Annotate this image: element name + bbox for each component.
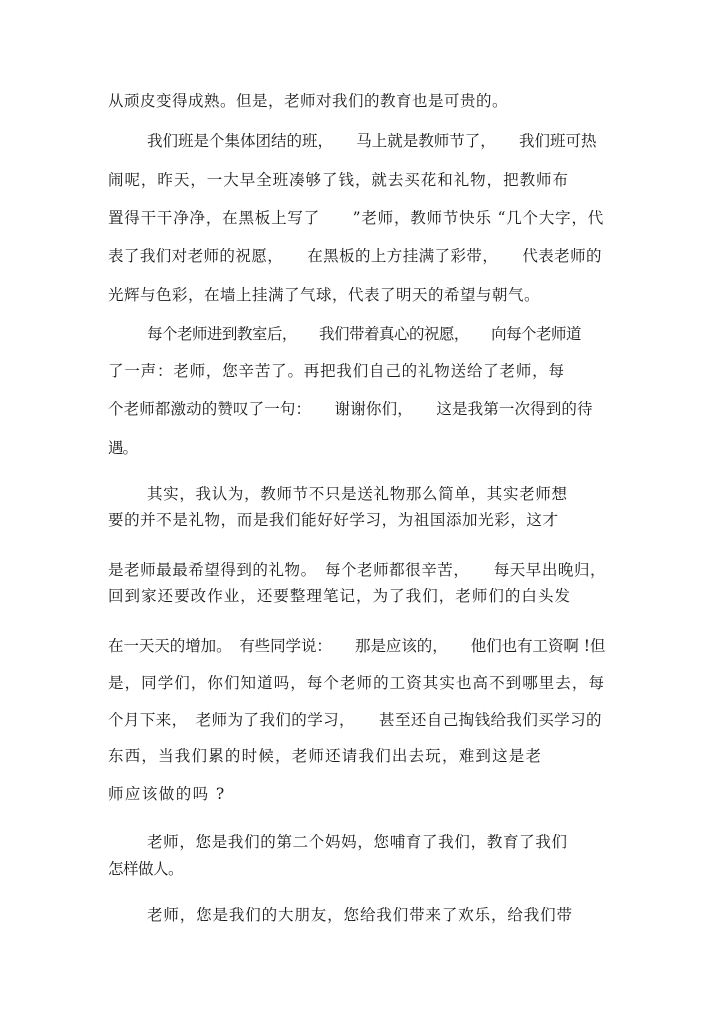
paragraph-first-line: 老师，您是我们的第二个妈妈，您哺育了我们，教育了我们	[147, 833, 568, 851]
text-line: 置得干干净净，在黑板上写了 ”老师，教师节快乐 “几个大字，代	[108, 209, 605, 227]
text-line: 怎样做人。	[108, 860, 184, 878]
text-line: 要的并不是礼物，而是我们能好好学习，为祖国添加光彩，这才	[108, 511, 559, 529]
text-line: 个月下来， 老师为了我们的学习， 甚至还自己掏钱给我们买学习的	[108, 711, 602, 729]
paragraph-first-line: 老师，您是我们的大朋友，您给我们带来了欢乐，给我们带	[147, 906, 573, 924]
paragraph-first-line: 每个老师进到教室后， 我们带着真心的祝愿， 向每个老师道	[147, 325, 581, 343]
text-line: 东西，当我们累的时候，老师还请我们出去玩，难到这是老	[108, 747, 543, 765]
paragraph-first-line: 我们班是个集体团结的班， 马上就是教师节了， 我们班可热	[147, 132, 597, 150]
text-line: 是老师最最希望得到的礼物。 每个老师都很辛苦， 每天早出晚归，	[108, 561, 607, 579]
text-line: 师应该做的吗 ?	[108, 785, 226, 803]
text-line: 个老师都激动的赞叹了一句： 谢谢你们， 这是我第一次得到的待	[108, 400, 593, 418]
text-line: 是，同学们，你们知道吗，每个老师的工资其实也高不到哪里去，每	[108, 674, 606, 692]
text-line: 闹呢，昨天，一大早全班凑够了钱，就去买花和礼物，把教师布	[108, 171, 569, 189]
text-line: 表了我们对老师的祝愿， 在黑板的上方挂满了彩带， 代表老师的	[108, 247, 602, 265]
text-line: 遇。	[108, 439, 138, 457]
text-line: 从顽皮变得成熟。但是，老师对我们的教育也是可贵的。	[108, 92, 509, 110]
text-line: 在一天天的增加。 有些同学说： 那是应该的， 他们也有工资啊 !但	[108, 637, 606, 655]
text-line: 回到家还要改作业，还要整理笔记，为了我们，老师们的白头发	[108, 587, 572, 605]
text-line: 光辉与色彩，在墙上挂满了气球，代表了明天的希望与朝气。	[108, 286, 541, 304]
paragraph-first-line: 其实，我认为，教师节不只是送礼物那么简单，其实老师想	[147, 485, 568, 503]
text-line: 了一声：老师，您辛苦了。再把我们自己的礼物送给了老师，每	[108, 362, 565, 380]
